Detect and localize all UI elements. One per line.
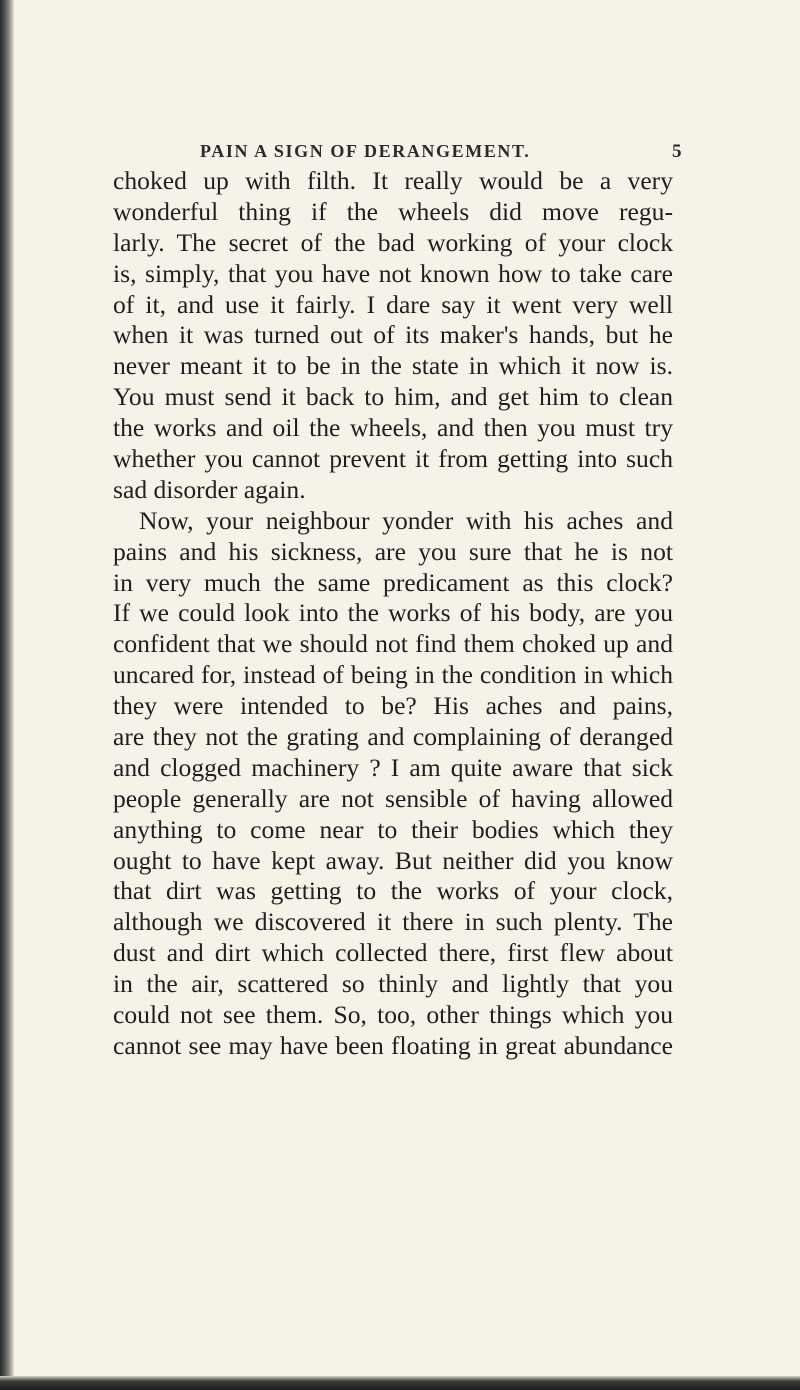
text-line: whether you cannot prevent it from getting into such: [113, 444, 673, 474]
text-line: wonderful thing if the wheels did move regu-: [113, 196, 673, 226]
bottom-edge: [0, 1376, 800, 1390]
text-line: dust and dirt which collected there, first flew about: [113, 938, 673, 968]
text-line: people generally are not sensible of having allowed: [113, 783, 673, 813]
text-line: is, simply, that you have not known how to take care: [113, 258, 673, 288]
text-line: uncared for, instead of being in the condition in which: [113, 660, 673, 690]
text-line: You must send it back to him, and get him to clean: [113, 382, 673, 412]
text-line: and clogged machinery ? I am quite aware that sick: [113, 752, 673, 782]
text-line: If we could look into the works of his body, are you: [113, 598, 673, 628]
text-line: are they not the grating and complaining of deranged: [113, 722, 673, 752]
page-number: 5: [672, 141, 682, 162]
text-line: of it, and use it fairly. I dare say it went very well: [113, 289, 673, 319]
text-line: although we discovered it there in such plenty. The: [113, 907, 673, 937]
text-line: ought to have kept away. But neither did you know: [113, 845, 673, 875]
body-text: [113, 166, 673, 1062]
text-line: the works and oil the wheels, and then you must try: [113, 413, 673, 443]
text-line: when it was turned out of its maker's hands, but he: [113, 320, 673, 350]
text-line: anything to come near to their bodies which they: [113, 814, 673, 844]
text-line: sad disorder again.: [113, 474, 306, 504]
binding-edge: [0, 0, 14, 1390]
text-line: that dirt was getting to the works of your clock,: [113, 876, 673, 906]
text-line: they were intended to be? His aches and pains,: [113, 691, 673, 721]
text-line: pains and his sickness, are you sure that he is not: [113, 536, 673, 566]
text-line: could not see them. So, too, other things which you: [113, 1000, 673, 1030]
text-line: in the air, scattered so thinly and lightly that you: [113, 969, 673, 999]
text-line: choked up with filth. It really would be a very: [113, 166, 673, 195]
text-line: Now, your neighbour yonder with his aches and: [139, 505, 673, 535]
text-line: in very much the same predicament as this clock?: [113, 567, 673, 597]
text-line: cannot see may have been floating in great abundance: [113, 1030, 673, 1060]
text-line: never meant it to be in the state in which it now is.: [113, 351, 673, 381]
text-line: larly. The secret of the bad working of your clock: [113, 227, 673, 257]
running-head-title: PAIN A SIGN OF DERANGEMENT.: [200, 141, 531, 161]
text-line: confident that we should not find them choked up and: [113, 629, 673, 659]
